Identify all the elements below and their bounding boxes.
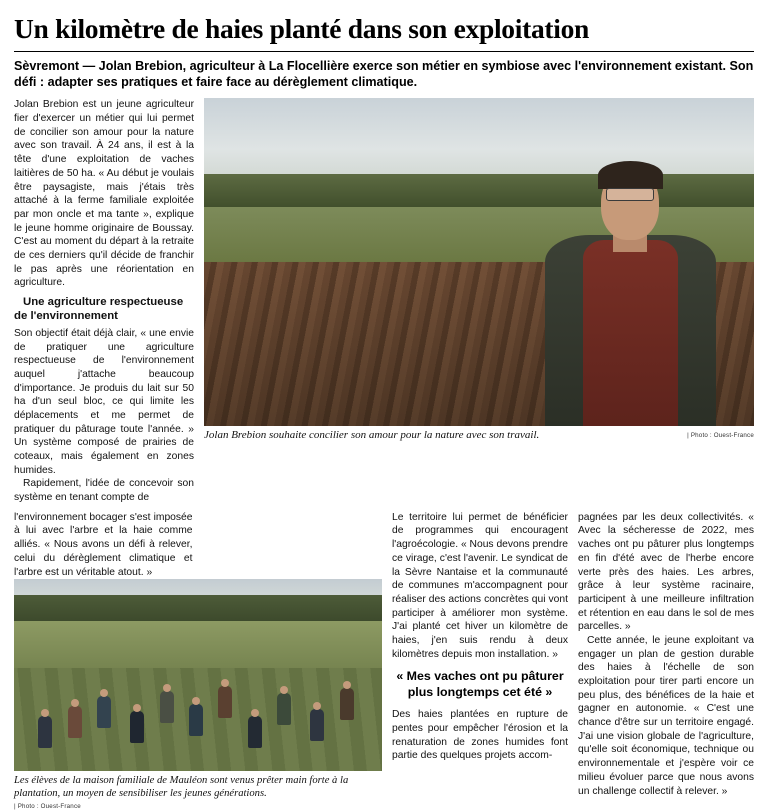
column-two-top bbox=[14, 511, 193, 579]
page-title: Un kilomètre de haies planté dans son exploitation bbox=[14, 13, 590, 44]
student-figure bbox=[36, 702, 54, 748]
student-figure bbox=[187, 690, 205, 736]
photo-farmer bbox=[545, 144, 716, 426]
main-photo-caption-row bbox=[204, 429, 754, 443]
standfirst bbox=[14, 58, 754, 91]
lower-photo bbox=[14, 579, 382, 771]
student-figure bbox=[95, 682, 113, 728]
mid-columns bbox=[14, 511, 382, 579]
student-figure bbox=[275, 679, 293, 725]
lower-photo-caption: Les élèves de la maison familiale de Mauléon sont venus prêter main forte à la plantation, un moyen de sensibiliser les jeunes générations. bbox=[14, 775, 349, 800]
standfirst-place: Sèvremont — bbox=[14, 58, 96, 73]
main-photo-caption: Jolan Brebion souhaite concilier son amour pour la nature avec son travail. bbox=[204, 429, 540, 442]
student-figure bbox=[308, 695, 326, 741]
column-one bbox=[14, 98, 194, 504]
farmer-glasses bbox=[606, 188, 654, 201]
column-one-paragraph-1: Jolan Brebion est un jeune agriculteur fier d'exercer un métier qui lui permet de concilier son amour pour la nature avec son travail. À 24 ans, il est à la tête d'une exploitation de vaches laitières de 50 ha. « Au début je voulais être paysagiste, mais j'étais très attaché à la ferme familiale exploitée par mon oncle et ma tante », explique le jeune homme originaire de Boussay. C'est au moment du départ à la retraite de ces derniers qu'il décide de franchir le pas après une réorientation en agriculture. bbox=[14, 99, 194, 289]
column-three-paragraph-2: Cette année, le jeune exploitant va engager un plan de gestion durable des haies à l'échelle de son exploitation pour tirer parti encore un peu plus, des bénéfices de la haie et gagner en autonomie. « C'est une chance d'être sur un territoire engagé. J'ai une vision globale de l'agriculture, qu'elle soit économique, technique ou environnementale et j'espère voir ce milieu évoluer parce que nous avons un challenge collectif à relever. » bbox=[578, 634, 754, 797]
column-one-paragraph-2: Son objectif était déjà clair, « une envie de pratiquer une agriculture respectueuse de l'environnement auquel j'attache beaucoup d'importance. Je produis du lait sur 50 ha d'un seul bloc, ce qui limite les déplacements et me permet de pratiquer du pâturage toute l'année. » Un système composé de prairies de coteaux, mais également en zones humides. bbox=[14, 327, 194, 476]
title-divider bbox=[14, 51, 754, 52]
student-figure bbox=[246, 702, 264, 748]
main-photo-credit: | Photo : Ouest-France bbox=[687, 432, 754, 440]
column-two-paragraph-2: Le territoire lui permet de bénéficier de programmes qui encouragent l'agroécologie. « Nous devons prendre ce virage, c'est l'avenir. Le syndicat de la Sèvre Nantaise et la communauté de communes m'accompagnent pour réaliser des actions concrètes qui vont participer à améliorer mon système. J'ai planté cet hiver un kilomètre de haies, j'en suis rendu à deux kilomètres depuis mon installation. » bbox=[392, 511, 568, 660]
subheading-environment: Une agriculture respectueuse de l'environnement bbox=[14, 296, 184, 322]
student-figure bbox=[128, 697, 146, 743]
farmer-vest bbox=[583, 240, 678, 426]
farmer-hair bbox=[598, 161, 663, 189]
main-photo bbox=[204, 98, 754, 426]
lower-photo-credit: | Photo : Ouest-France bbox=[14, 802, 81, 810]
mid-col-spacer bbox=[204, 511, 383, 579]
main-photo-block bbox=[204, 98, 754, 443]
standfirst-text: Jolan Brebion, agriculteur à La Flocellière exerce son métier en symbiose avec l'environnement existant. Son défi : adapter ses pratiques et faire face au dérèglement climatique. bbox=[14, 58, 754, 90]
top-block bbox=[14, 98, 754, 504]
column-one-paragraph-3: Rapidement, l'idée de concevoir son système en tenant compte de bbox=[14, 478, 194, 504]
column-two-paragraph-3: Des haies plantées en rupture de pentes pour empêcher l'érosion et la renaturation de zones humides font partie des quelques projets accom- bbox=[392, 709, 568, 762]
lower-photo-students bbox=[14, 629, 382, 756]
student-figure bbox=[216, 672, 234, 718]
column-two-bottom bbox=[392, 511, 568, 763]
column-two-paragraph-1: l'environnement bocager s'est imposée à lui avec l'arbre et la haie comme alliés. « Nous avons un défi à relever, celui du dérèglement climatique et l'arbre est un véritable atout. » bbox=[14, 511, 193, 578]
column-three-paragraph-1: pagnées par les deux collectivités. « Avec la sécheresse de 2022, mes vaches ont pu pâturer plus longtemps en fin d'été avec de l'herbe encore verte près des haies. Les arbres, grâce à leur système racinaire, participent à une meilleure infiltration et rétention en eau dans le sol de mes parcelles. » bbox=[578, 511, 754, 633]
student-figure bbox=[338, 674, 356, 720]
pull-quote: « Mes vaches ont pu pâturer plus longtemps cet été » bbox=[396, 669, 564, 699]
student-figure bbox=[158, 677, 176, 723]
column-three bbox=[578, 511, 754, 798]
student-figure bbox=[66, 692, 84, 738]
